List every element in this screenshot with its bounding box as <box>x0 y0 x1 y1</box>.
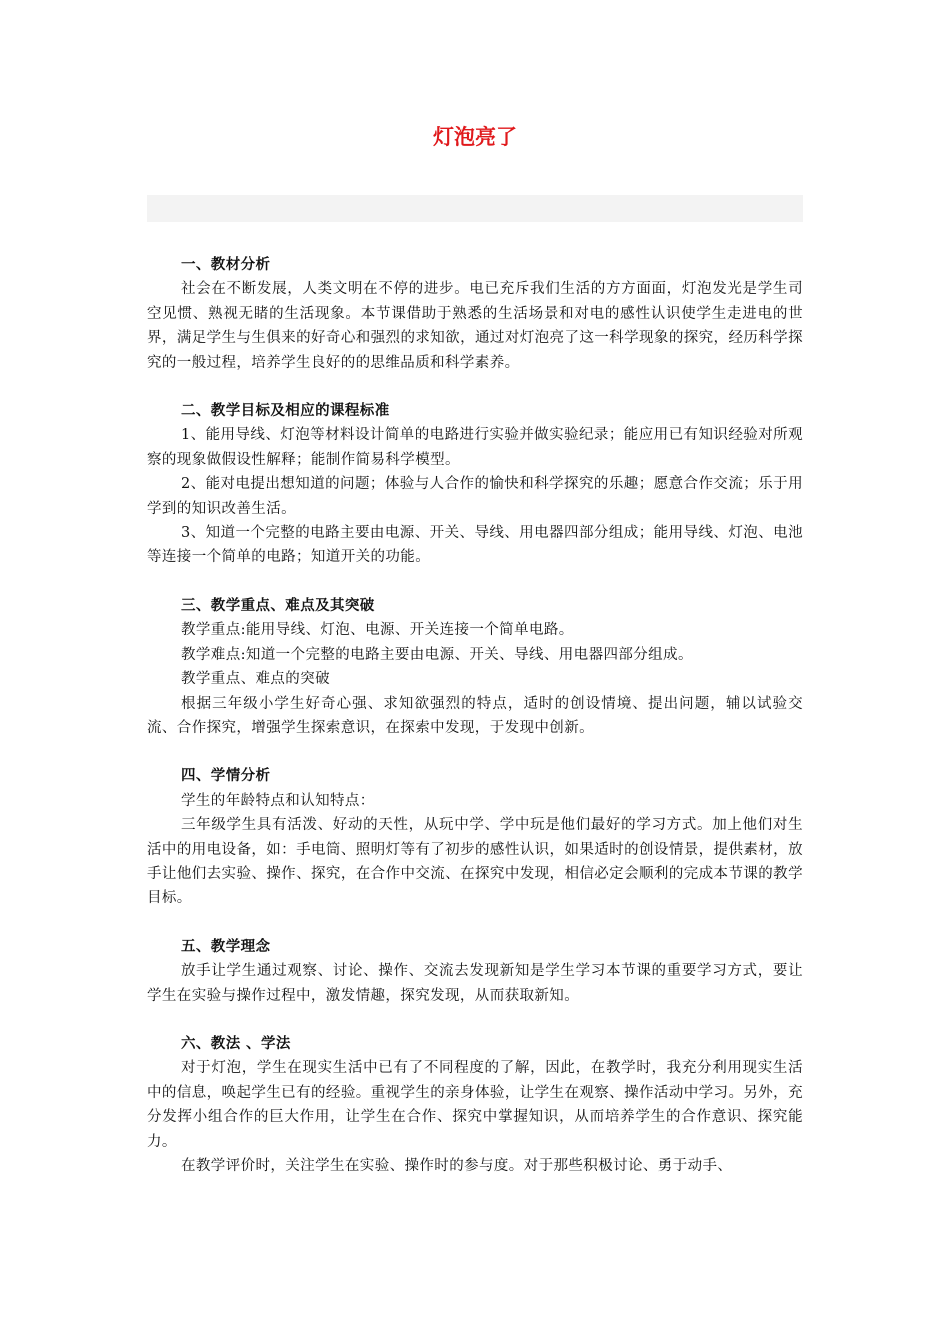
paragraph: 1、能用导线、灯泡等材料设计简单的电路进行实验并做实验纪录；能应用已有知识经验对所观察的现象做假设性解释；能制作简易科学模型。 <box>147 427 803 468</box>
header-band <box>147 195 803 222</box>
section-heading: 二、教学目标及相应的课程标准 <box>181 403 390 420</box>
section-teaching-methods <box>147 1032 803 1178</box>
paragraph: 在教学评价时，关注学生在实验、操作时的参与度。对于那些积极讨论、勇于动手、 <box>181 1158 733 1174</box>
section-heading: 一、教材分析 <box>181 257 271 273</box>
paragraph: 学生的年龄特点和认知特点： <box>181 792 375 809</box>
section-teaching-goals <box>147 399 803 570</box>
section-teaching-philosophy <box>147 935 803 1008</box>
paragraph: 社会在不断发展，人类文明在不停的进步。电已充斥我们生活的方方面面，灯泡发光是学生司空见惯、熟视无睹的生活现象。本节课借助于熟悉的生活场景和对电的感性认识使学生走进电的世界，满足学生与生俱来的好奇心和强烈的求知欲，通过对灯泡亮了这一科学现象的探究，经历科学探究的一般过程，培养学生良好的的思维品质和科学素养。 <box>147 281 803 371</box>
paragraph: 教学重点、难点的突破 <box>181 671 330 688</box>
section-heading: 四、学情分析 <box>181 768 271 785</box>
section-heading: 三、教学重点、难点及其突破 <box>181 597 375 614</box>
paragraph: 3、知道一个完整的电路主要由电源、开关、导线、用电器四部分组成；能用导线、灯泡、电池等连接一个简单的电路；知道开关的功能。 <box>147 525 803 566</box>
section-key-points <box>147 594 803 740</box>
document-body <box>147 253 803 1202</box>
paragraph: 对于灯泡，学生在现实生活中已有了不同程度的了解，因此，在教学时，我充分利用现实生活中的信息，唤起学生已有的经验。重视学生的亲身体验，让学生在观察、操作活动中学习。另外，充分发挥小组合作的巨大作用，让学生在合作、探究中掌握知识，从而培养学生的合作意识、探究能力。 <box>147 1060 803 1150</box>
section-textbook-analysis <box>147 253 803 375</box>
paragraph: 根据三年级小学生好奇心强、求知欲强烈的特点，适时的创设情境、提出问题，辅以试验交流、合作探究，增强学生探索意识，在探索中发现，于发现中创新。 <box>147 695 803 736</box>
paragraph: 2、能对电提出想知道的问题；体验与人合作的愉快和科学探究的乐趣；愿意合作交流；乐于用学到的知识改善生活。 <box>147 476 803 517</box>
section-student-analysis <box>147 764 803 910</box>
paragraph: 放手让学生通过观察、讨论、操作、交流去发现新知是学生学习本节课的重要学习方式，要让学生在实验与操作过程中，激发情趣，探究发现，从而获取新知。 <box>147 963 803 1004</box>
section-heading: 五、教学理念 <box>181 938 271 955</box>
paragraph: 教学重点:能用导线、灯泡、电源、开关连接一个简单电路。 <box>181 622 574 639</box>
section-heading: 六、教法 、学法 <box>181 1035 291 1052</box>
paragraph: 教学难点:知道一个完整的电路主要由电源、开关、导线、用电器四部分组成。 <box>181 646 693 663</box>
paragraph: 三年级学生具有活泼、好动的天性，从玩中学、学中玩是他们最好的学习方式。加上他们对生活中的用电设备，如：手电筒、照明灯等有了初步的感性认识，如果适时的创设情景，提供素材，放手让他们去实验、操作、探究，在合作中交流、在探究中发现，相信必定会顺利的完成本节课的教学目标。 <box>147 817 803 907</box>
page-title: 灯泡亮了 <box>433 125 517 149</box>
